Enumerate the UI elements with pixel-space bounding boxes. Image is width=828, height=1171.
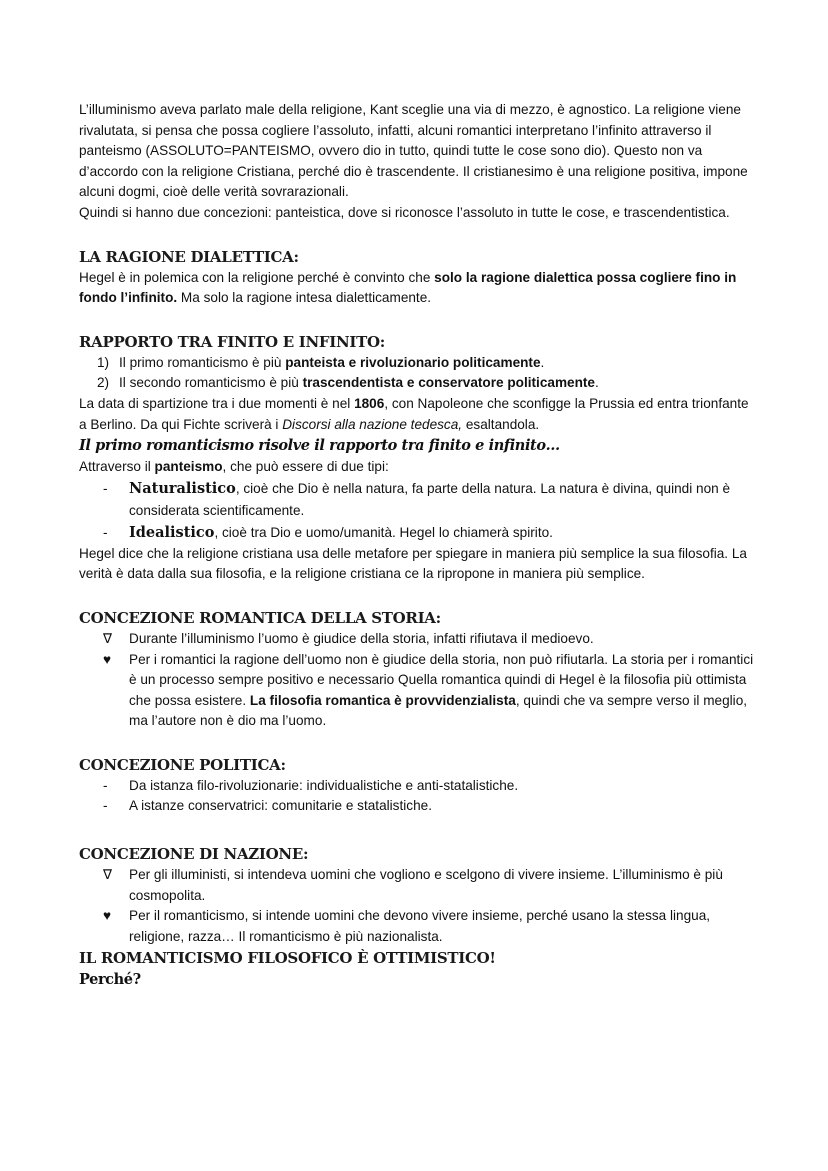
text: A istanze conservatrici: comunitarie e statalistiche.	[129, 798, 432, 814]
list-marker: -	[103, 777, 108, 793]
list-marker: 1)	[97, 354, 110, 370]
book-title: Discorsi alla nazione tedesca,	[282, 416, 463, 432]
text: Da istanza filo-rivoluzionarie: individualistiche e anti-statalistiche.	[129, 777, 519, 793]
list-item	[79, 478, 755, 522]
text: , cioè tra Dio e uomo/umanità. Hegel lo chiamerà spirito.	[214, 524, 553, 540]
intro-paragraph-2: Quindi si hanno due concezioni: panteistica, dove si riconosce l’assoluto in tutte le cose, e trascendentistica.	[79, 204, 730, 220]
date-paragraph	[79, 394, 755, 435]
list-marker: -	[103, 798, 108, 814]
text: , cioè che Dio è nella natura, fa parte della natura. La natura è divina, quindi non è considerata scientificamente.	[129, 480, 731, 518]
heart-bullet-icon: ♥	[103, 651, 112, 667]
list-item	[79, 373, 755, 394]
text: .	[594, 375, 599, 391]
text: Ma solo la ragione intesa dialetticamente.	[177, 290, 432, 306]
list-item	[79, 906, 755, 947]
subheading-primo-romanticismo: Il primo romanticismo risolve il rapporto tra finito e infinito…	[79, 437, 560, 455]
list-item	[79, 796, 755, 817]
intro-paragraph: L’illuminismo aveva parlato male della religione, Kant sceglie una via di mezzo, è agnostico. La religione viene rivalutata, si pensa che possa cogliere l’assoluto, infatti, alcuni romantici interpretano l’infinito attraverso il panteismo (ASSOLUTO=PANTEISMO, ovvero dio in tutto, quindi tutte le cose sono dio). Questo non va d’accordo con la religione Cristiana, perché dio è trascendente. Il cristianesimo è una religione positiva, impone alcuni dogmi, cioè delle verità sovrarazionali.	[79, 102, 748, 200]
bold-text: trascendentista e conservatore politicamente	[302, 375, 595, 391]
bold-text: solo la ragione dialettica possa cogliere fino in fondo l’infinito.	[79, 269, 737, 306]
text: Hegel è in polemica con la religione perché è convinto che	[79, 269, 435, 285]
list-item	[79, 650, 755, 732]
document-page	[79, 0, 755, 1031]
list-marker: -	[103, 524, 108, 540]
bold-text: panteista e rivoluzionario politicamente	[285, 354, 541, 370]
heading-rapporto: RAPPORTO TRA FINITO E INFINITO:	[79, 332, 385, 351]
nabla-bullet-icon: ∇	[103, 630, 113, 646]
text: Per il romanticismo, si intende uomini che devono vivere insieme, perché usano la stessa lingua, religione, razza… Il romanticismo è più nazionalista.	[129, 908, 711, 944]
text: Attraverso il	[79, 459, 155, 475]
bold-text: panteismo	[154, 459, 223, 475]
type-name: Naturalistico	[129, 479, 236, 497]
heading-politica: CONCEZIONE POLITICA:	[79, 755, 286, 774]
text: , quindi che va sempre verso il meglio, ma l’autore non è dio ma l’uomo.	[129, 692, 748, 729]
list-item	[79, 865, 755, 906]
closing-paragraph: Hegel dice che la religione cristiana usa delle metafore per spiegare in maniera più semplice la sua filosofia. La verità è data dalla sua filosofia, e la religione cristiana ce la ripropone in maniera più semplice.	[79, 545, 747, 582]
heading-storia: CONCEZIONE ROMANTICA DELLA STORIA:	[79, 608, 441, 627]
question: Perché?	[79, 971, 141, 989]
text: La data di spartizione tra i due momenti è nel	[79, 395, 355, 411]
list-item	[79, 522, 755, 544]
list-marker: 2)	[97, 375, 110, 391]
text: Durante l’illuminismo l’uomo è giudice della storia, infatti rifiutava il medioevo.	[129, 630, 594, 646]
list-item	[79, 776, 755, 797]
bold-text: La filosofia romantica è provvidenzialista	[249, 692, 516, 708]
list-marker: -	[103, 480, 108, 496]
list-item	[79, 353, 755, 374]
text: , con Napoleone che sconfigge la Prussia ed entra trionfante a Berlino. Da qui Fichte scriverà i	[79, 395, 749, 432]
heading-conclusion: IL ROMANTICISMO FILOSOFICO È OTTIMISTICO!	[79, 949, 496, 968]
text: .	[540, 354, 545, 370]
heading-nazione: CONCEZIONE DI NAZIONE:	[79, 845, 309, 864]
text: Il secondo romanticismo è più	[119, 375, 303, 391]
list-item	[79, 629, 755, 650]
heading-ragione-dialettica: LA RAGIONE DIALETTICA:	[79, 247, 299, 266]
nabla-bullet-icon: ∇	[103, 867, 113, 883]
text: esaltandola.	[462, 416, 540, 432]
attraverso-paragraph	[79, 457, 755, 478]
ragione-paragraph	[79, 268, 755, 309]
heart-bullet-icon: ♥	[103, 908, 112, 924]
text: Per gli illuministi, si intendeva uomini che vogliono e scelgono di vivere insieme. L’illuminismo è più cosmopolita.	[129, 867, 723, 903]
text: Per i romantici la ragione dell’uomo non è giudice della storia, non può rifiutarla. La storia per i romantici è un processo sempre positivo e necessario Quella romantica quindi di Hegel è la filosofia più ottimista che possa esistere.	[129, 651, 754, 708]
text: Il primo romanticismo è più	[119, 354, 286, 370]
type-name: Idealistico	[129, 523, 215, 541]
bold-year: 1806	[354, 395, 385, 411]
text: , che può essere di due tipi:	[222, 459, 389, 475]
